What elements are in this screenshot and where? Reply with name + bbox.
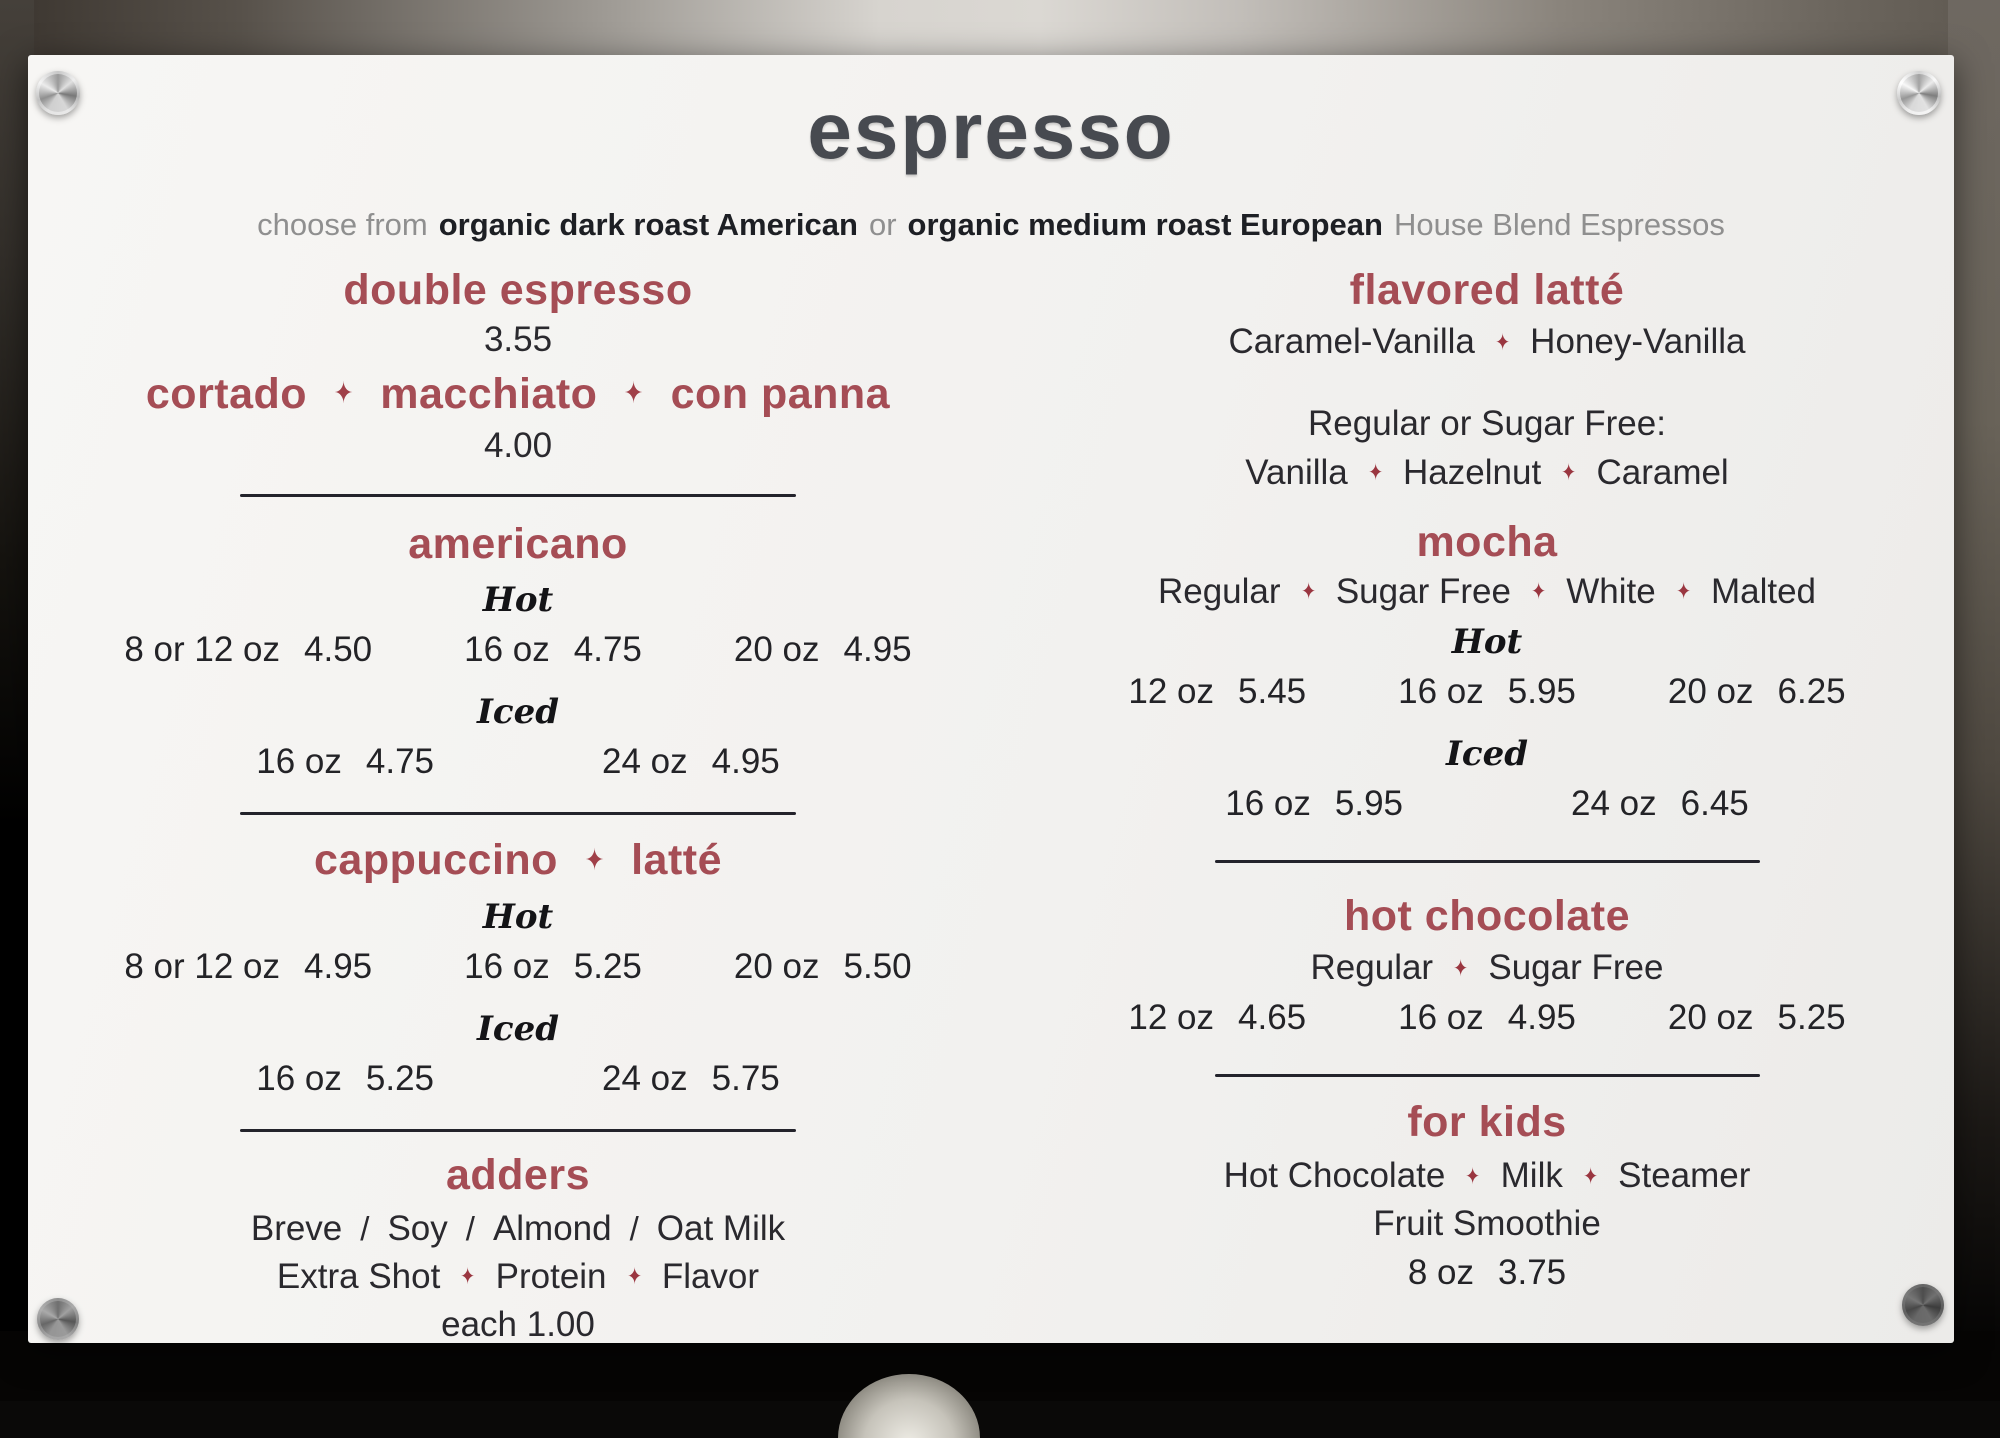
slash-separator: / (360, 1209, 370, 1247)
price-value: 4.50 (304, 630, 373, 670)
section-heading-adders: adders (445, 1150, 590, 1199)
size-label: 16 oz (256, 1058, 342, 1098)
slash-separator: / (629, 1209, 639, 1247)
temperature-label-iced: Iced (476, 1008, 559, 1049)
price-row (124, 947, 911, 987)
size-price-pair (464, 947, 642, 987)
option-label: Malted (1710, 571, 1817, 611)
diamond-icon: ✦ (333, 377, 354, 411)
size-price-pair (124, 947, 372, 987)
subtitle-text: House Blend Espressos (1393, 207, 1725, 242)
price-value: 6.45 (1680, 783, 1749, 823)
price-value: 5.25 (365, 1058, 434, 1098)
diamond-icon: ✦ (1453, 954, 1469, 981)
mocha-variants (1158, 572, 1816, 612)
drink-name: cortado (145, 369, 308, 418)
size-price-pair (124, 630, 372, 670)
price-value: 4.95 (1507, 998, 1576, 1038)
option-label: Caramel (1596, 452, 1729, 492)
price-value: 5.25 (1777, 998, 1846, 1038)
section-heading-cappuccino-latte (314, 837, 722, 884)
option-label: Hot Chocolate (1223, 1156, 1446, 1196)
flavored-latte-combos (1229, 322, 1746, 362)
option-label: Oat Milk (656, 1208, 786, 1248)
price-value: 5.95 (1507, 671, 1576, 711)
price-value: 4.75 (573, 630, 642, 670)
price-value: 4.95 (843, 630, 912, 670)
size-label: 20 oz (733, 946, 820, 986)
size-label: 16 oz (1398, 998, 1484, 1038)
menu-board (28, 55, 1954, 1343)
subtitle-text: choose from (257, 207, 428, 242)
size-price-pair (1668, 998, 1846, 1038)
size-price-pair (1571, 784, 1749, 824)
price-row (124, 630, 911, 670)
size-label: 16 oz (464, 630, 550, 670)
price-value: 5.75 (711, 1058, 780, 1098)
size-price-pair (602, 742, 780, 782)
corner-screw-bottom-left-icon (37, 1298, 79, 1340)
section-heading-flavored-latte: flavored latté (1349, 266, 1625, 314)
option-label: Hazelnut (1403, 452, 1542, 492)
option-label: Almond (492, 1208, 612, 1248)
diamond-icon: ✦ (626, 1263, 642, 1290)
menu-column-left (98, 267, 938, 1345)
menu-column-right (1092, 267, 1882, 1293)
price-value: 4.65 (1238, 998, 1307, 1038)
price-value: each 1.00 (441, 1304, 595, 1344)
divider-rule (1215, 860, 1760, 863)
size-price-pair (734, 630, 912, 670)
diamond-icon: ✦ (1465, 1162, 1481, 1189)
size-label: 8 or 12 oz (124, 946, 281, 986)
option-label: White (1566, 571, 1656, 611)
option-label: Regular (1310, 948, 1434, 988)
size-label: 20 oz (733, 630, 820, 670)
size-label: 20 oz (1667, 998, 1754, 1038)
size-label: 24 oz (602, 1058, 688, 1098)
hot-chocolate-variants (1311, 948, 1664, 988)
section-heading-hot-chocolate: hot chocolate (1343, 891, 1631, 940)
price-row (1128, 672, 1845, 712)
kids-drink-name: Fruit Smoothie (1373, 1204, 1601, 1244)
option-label: Flavor (661, 1256, 760, 1296)
divider-rule (240, 494, 796, 497)
diamond-icon: ✦ (1367, 459, 1383, 486)
option-label: Vanilla (1245, 452, 1348, 492)
price-value: 4.75 (365, 742, 434, 782)
section-heading-for-kids: for kids (1407, 1098, 1567, 1147)
price-value: 6.25 (1777, 671, 1846, 711)
size-price-pair (1128, 672, 1306, 712)
size-label: 24 oz (602, 742, 688, 782)
price-value: 5.45 (1238, 671, 1307, 711)
diamond-icon: ✦ (1675, 578, 1691, 605)
size-price-pair (256, 742, 434, 782)
price-value: 4.95 (711, 742, 780, 782)
price-row (256, 742, 780, 782)
option-label: Extra Shot (276, 1256, 441, 1296)
sugar-free-note: Regular or Sugar Free: (1308, 404, 1666, 444)
divider-rule (240, 1129, 796, 1132)
size-price-pair (602, 1059, 780, 1099)
section-heading-americano: americano (408, 520, 628, 569)
option-label: Steamer (1618, 1156, 1751, 1196)
diamond-icon: ✦ (1531, 578, 1547, 605)
flavor-options (1245, 453, 1728, 493)
size-price-pair (1408, 1253, 1566, 1293)
temperature-label-hot: Hot (482, 896, 554, 937)
size-label: 16 oz (256, 742, 342, 782)
option-label: Caramel-Vanilla (1228, 322, 1475, 362)
price-value: 5.50 (843, 946, 912, 986)
size-price-pair (256, 1059, 434, 1099)
option-label: Soy (387, 1208, 448, 1248)
menu-subtitle (28, 207, 1954, 243)
size-label: 12 oz (1128, 671, 1214, 711)
size-label: 8 or 12 oz (124, 630, 281, 670)
section-heading-mocha: mocha (1416, 517, 1558, 566)
diamond-icon: ✦ (1582, 1162, 1599, 1189)
option-label: Regular (1157, 571, 1281, 611)
drink-name: con panna (670, 369, 891, 418)
menu-title: espresso (807, 86, 1175, 175)
size-price-pair (1128, 998, 1306, 1038)
subtitle-bold-european: organic medium roast European (907, 207, 1383, 242)
divider-rule (1215, 1074, 1760, 1077)
price-value: 3.55 (483, 320, 553, 360)
size-label: 8 oz (1407, 1252, 1475, 1292)
drink-name: cappuccino (314, 836, 558, 885)
kids-drink-options (1224, 1156, 1751, 1196)
size-price-pair (464, 630, 642, 670)
price-row (1225, 784, 1749, 824)
diamond-icon: ✦ (1561, 459, 1577, 486)
price-value: 4.95 (304, 946, 373, 986)
section-heading-cortado-row (146, 371, 890, 418)
option-label: Sugar Free (1335, 571, 1511, 611)
diamond-icon: ✦ (624, 377, 644, 411)
size-label: 24 oz (1571, 783, 1657, 823)
price-value: 5.95 (1334, 783, 1403, 823)
diamond-icon: ✦ (460, 1263, 476, 1290)
option-label: Milk (1500, 1156, 1563, 1196)
price-value: 3.75 (1498, 1252, 1567, 1292)
temperature-label-iced: Iced (1445, 733, 1528, 774)
price-value: 5.25 (573, 946, 642, 986)
slash-separator: / (465, 1209, 475, 1247)
subtitle-text: or (868, 207, 897, 242)
diamond-icon: ✦ (1495, 328, 1511, 355)
drink-name: latté (631, 836, 722, 885)
option-label: Protein (495, 1256, 607, 1296)
size-label: 16 oz (1225, 783, 1311, 823)
price-value: 4.00 (483, 425, 553, 465)
size-price-pair (1668, 672, 1846, 712)
size-price-pair (1398, 998, 1576, 1038)
option-label: Sugar Free (1488, 948, 1664, 988)
diamond-icon: ✦ (584, 844, 605, 878)
size-price-pair (1398, 672, 1576, 712)
option-label: Honey-Vanilla (1530, 322, 1746, 362)
size-label: 20 oz (1667, 671, 1754, 711)
size-label: 16 oz (1398, 671, 1484, 711)
milk-options (251, 1209, 785, 1249)
price-row (1128, 998, 1845, 1038)
extras-options (277, 1257, 759, 1297)
size-label: 16 oz (464, 946, 550, 986)
drink-name: macchiato (380, 369, 598, 418)
divider-rule (240, 812, 796, 815)
price-row (1408, 1253, 1566, 1293)
size-price-pair (1225, 784, 1403, 824)
temperature-label-iced: Iced (476, 692, 559, 733)
corner-screw-bottom-right-icon (1902, 1284, 1944, 1326)
size-label: 12 oz (1128, 998, 1214, 1038)
section-heading-double-espresso: double espresso (343, 266, 693, 314)
price-row (256, 1059, 780, 1099)
subtitle-bold-american: organic dark roast American (438, 207, 858, 242)
temperature-label-hot: Hot (482, 580, 554, 621)
wall-right-strip (1948, 0, 2000, 1401)
size-price-pair (734, 947, 912, 987)
option-label: Breve (250, 1208, 343, 1248)
diamond-icon: ✦ (1300, 578, 1316, 605)
temperature-label-hot: Hot (1451, 621, 1523, 662)
